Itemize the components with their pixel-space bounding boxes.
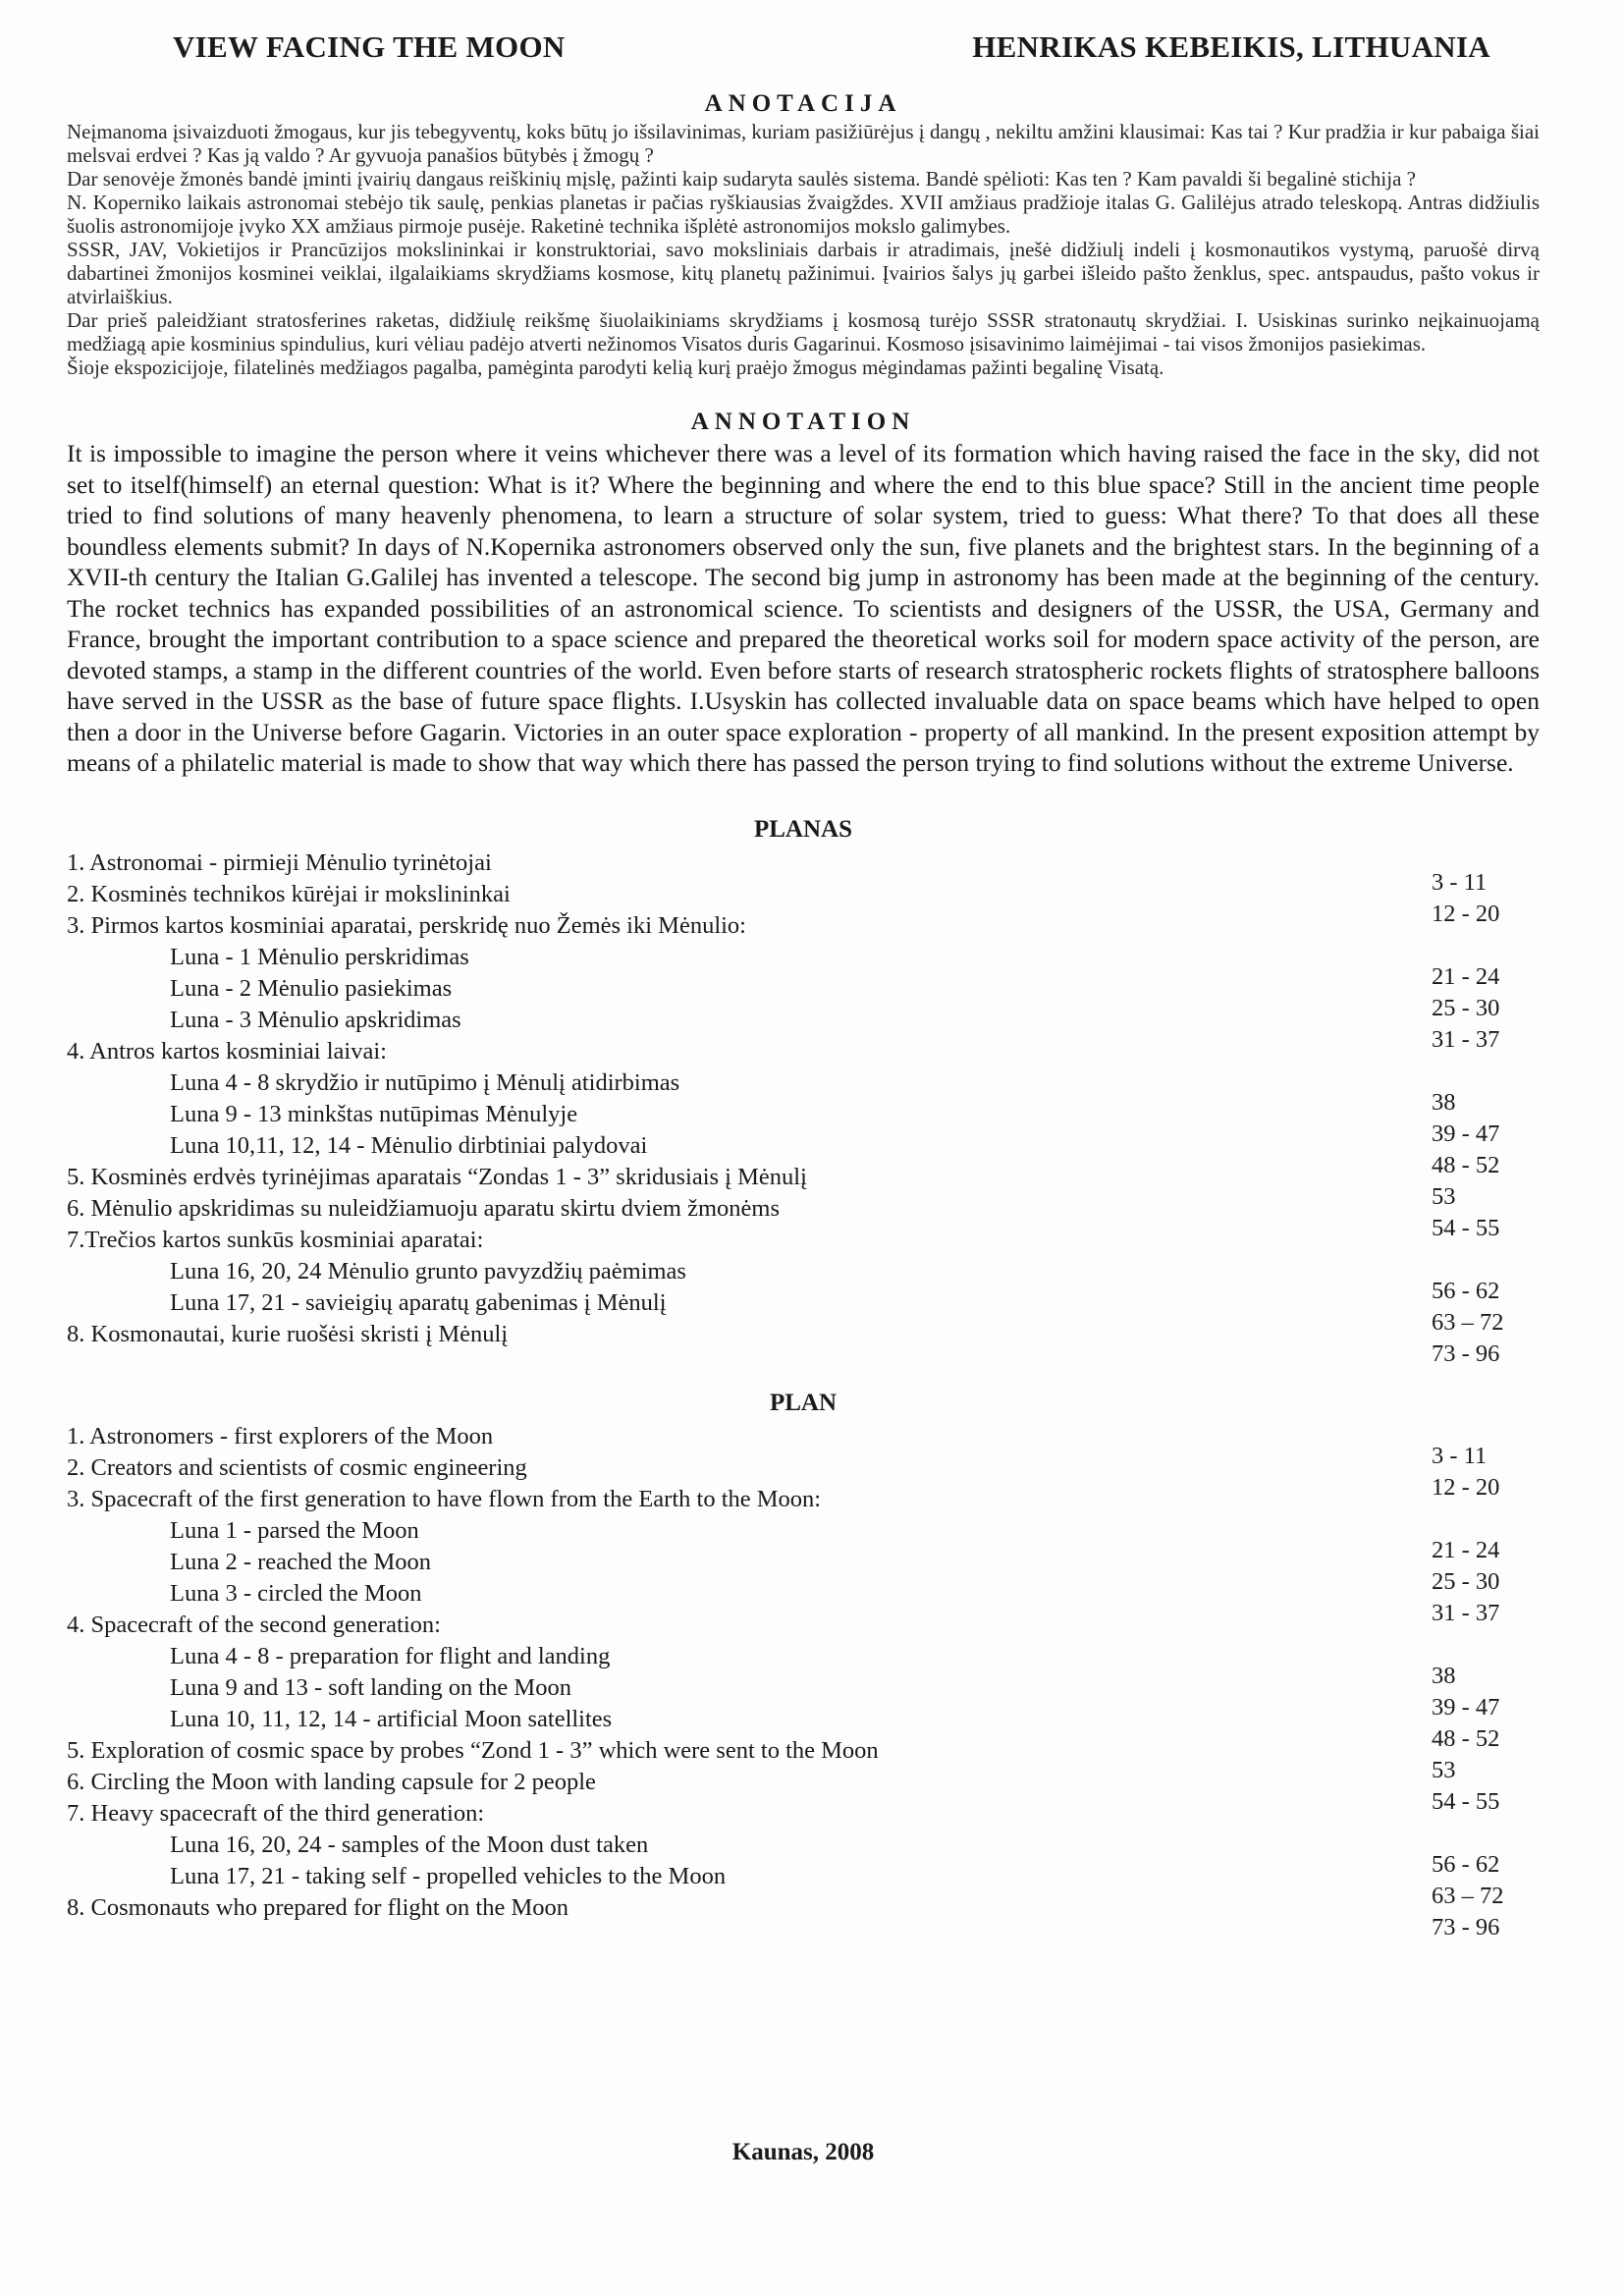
plan-item: 6. Mėnulio apskridimas su nuleidžiamuoju aparatu skirtu dviem žmonėms (67, 1194, 781, 1222)
plan-subitem: Luna 3 - circled the Moon (170, 1579, 422, 1607)
plan-subitem: Luna 1 - parsed the Moon (170, 1516, 419, 1544)
annotation-section (67, 409, 1540, 779)
anotacija-paragraph: N. Koperniko laikais astronomai stebėjo tik saulę, penkias planetas ir pačias ryškiausias žvaigždes. XVII amžiaus pradžioje italas G. Galilėjus atrado teleskopą. Antras didžiulis šuolis astronomijoje įvyko XX amžiaus pirmoje pusėje. Raketinė technika išplėtė astronomijos mokslo galimybes. (67, 191, 1540, 238)
plan-subitem: Luna - 2 Mėnulio pasiekimas (170, 974, 453, 1002)
plan-section (67, 1389, 1540, 1941)
plan-item: 1. Astronomers - first explorers of the Moon (67, 1422, 494, 1449)
plan-subitem: Luna 9 - 13 minkštas nutūpimas Mėnulyje (170, 1100, 578, 1127)
page-range: 39 - 47 (1432, 1693, 1500, 1721)
footer-place-date: Kaunas, 2008 (731, 2139, 875, 2165)
author-name: HENRIKAS KEBEIKIS, LITHUANIA (972, 29, 1490, 64)
page-range: 73 - 96 (1432, 1339, 1500, 1367)
page-range: 63 – 72 (1432, 1882, 1504, 1909)
plan-item: 3. Pirmos kartos kosminiai aparatai, perskridę nuo Žemės iki Mėnulio: (67, 911, 746, 939)
page-range: 21 - 24 (1432, 962, 1500, 990)
page-header (67, 29, 1540, 65)
plan-page-ranges (1432, 1441, 1540, 1943)
plan-table (67, 1421, 1540, 1941)
page-range: 56 - 62 (1432, 1277, 1500, 1304)
planas-page-ranges (1432, 867, 1540, 1370)
page-range: 38 (1432, 1088, 1456, 1116)
page-range: 31 - 37 (1432, 1599, 1500, 1626)
page-range: 25 - 30 (1432, 994, 1500, 1021)
anotacija-paragraph: Šioje ekspozicijoje, filatelinės medžiagos pagalba, pamėginta parodyti kelią kurį praėjo žmogus mėgindamas pažinti begalinę Visatą. (67, 355, 1164, 379)
plan-items (67, 1421, 1373, 1924)
plan-subitem: Luna - 3 Mėnulio apskridimas (170, 1006, 461, 1033)
page-range: 3 - 11 (1432, 868, 1488, 896)
plan-item: 8. Kosmonautai, kurie ruošėsi skristi į Mėnulį (67, 1320, 509, 1347)
plan-subitem: Luna 17, 21 - taking self - propelled vehicles to the Moon (170, 1862, 727, 1889)
plan-item: 6. Circling the Moon with landing capsule for 2 people (67, 1768, 596, 1795)
anotacija-title: ANOTACIJA (704, 90, 902, 117)
plan-subitem: Luna 16, 20, 24 Mėnulio grunto pavyzdžių paėmimas (170, 1257, 686, 1285)
plan-item: 1. Astronomai - pirmieji Mėnulio tyrinėtojai (67, 848, 492, 876)
plan-item: 2. Kosminės technikos kūrėjai ir mokslininkai (67, 880, 511, 907)
page-range: 21 - 24 (1432, 1536, 1500, 1563)
page-range: 54 - 55 (1432, 1214, 1500, 1241)
planas-title: PLANAS (753, 815, 852, 843)
page-range: 63 – 72 (1432, 1308, 1504, 1336)
annotation-title: ANNOTATION (690, 409, 916, 435)
plan-subitem: Luna 2 - reached the Moon (170, 1548, 431, 1575)
page-range: 31 - 37 (1432, 1025, 1500, 1053)
document-title: VIEW FACING THE MOON (173, 29, 566, 64)
anotacija-section (67, 90, 1540, 379)
plan-title: PLAN (769, 1389, 838, 1416)
plan-item: 4. Antros kartos kosminiai laivai: (67, 1037, 387, 1065)
document-page (67, 29, 1540, 2165)
planas-items (67, 847, 1373, 1350)
page-range: 48 - 52 (1432, 1724, 1500, 1752)
plan-item: 3. Spacecraft of the first generation to have flown from the Earth to the Moon: (67, 1485, 822, 1512)
page-range: 25 - 30 (1432, 1567, 1500, 1595)
plan-item: 8. Cosmonauts who prepared for flight on the Moon (67, 1893, 569, 1921)
page-range: 56 - 62 (1432, 1850, 1500, 1878)
anotacija-paragraph: Neįmanoma įsivaizduoti žmogaus, kur jis tebegyventų, koks būtų jo išsilavinimas, kuriam pasižiūrėjus į dangų , nekiltu amžini klausimai: Kas tai ? Kur pradžia ir kur pabaiga šiai melsvai erdvei ? Kas ją valdo ? Ar gyvuoja panašios būtybės į žmogų ? (67, 120, 1540, 167)
plan-subitem: Luna - 1 Mėnulio perskridimas (170, 943, 469, 970)
planas-table (67, 847, 1540, 1367)
plan-item: 4. Spacecraft of the second generation: (67, 1611, 441, 1638)
page-range: 12 - 20 (1432, 1473, 1500, 1501)
page-range: 53 (1432, 1182, 1456, 1210)
plan-subitem: Luna 9 and 13 - soft landing on the Moon (170, 1673, 571, 1701)
plan-subitem: Luna 4 - 8 - preparation for flight and landing (170, 1642, 611, 1669)
plan-item: 7.Trečios kartos sunkūs kosminiai aparatai: (67, 1226, 484, 1253)
plan-item: 5. Exploration of cosmic space by probes “Zond 1 - 3” which were sent to the Moon (67, 1736, 879, 1764)
plan-item: 7. Heavy spacecraft of the third generation: (67, 1799, 485, 1827)
plan-item: 2. Creators and scientists of cosmic engineering (67, 1453, 527, 1481)
planas-section (67, 815, 1540, 1367)
page-range: 54 - 55 (1432, 1787, 1500, 1815)
plan-subitem: Luna 4 - 8 skrydžio ir nutūpimo į Mėnulį atidirbimas (170, 1068, 680, 1096)
anotacija-paragraph: Dar prieš paleidžiant stratosferines raketas, didžiulę reikšmę šiuolaikiniams skrydžiams į kosmosą turėjo SSSR stratonautų skrydžiai. I. Usiskinas surinko neįkainuojamą medžiagą apie kosminius spindulius, kuri vėliau padėjo atverti nežinomos Visatos duris Gagarinui. Kosmoso įsisavinimo laimėjimai - tai visos žmonijos pasiekimas. (67, 308, 1540, 355)
anotacija-paragraph: Dar senovėje žmonės bandė įminti įvairių dangaus reiškinių mįslę, pažinti kaip sudaryta saulės sistema. Bandė spėlioti: Kas ten ? Kam pavaldi ši begalinė stichija ? (67, 167, 1416, 191)
plan-subitem: Luna 16, 20, 24 - samples of the Moon dust taken (170, 1831, 649, 1858)
page-range: 48 - 52 (1432, 1151, 1500, 1178)
page-range: 73 - 96 (1432, 1913, 1500, 1941)
plan-subitem: Luna 10, 11, 12, 14 - artificial Moon satellites (170, 1705, 613, 1732)
plan-item: 5. Kosminės erdvės tyrinėjimas aparatais “Zondas 1 - 3” skridusiais į Mėnulį (67, 1163, 807, 1190)
page-range: 12 - 20 (1432, 900, 1500, 927)
anotacija-paragraph: SSSR, JAV, Vokietijos ir Prancūzijos mokslininkai ir konstruktoriai, savo moksliniais darbais ir atradimais, įnešė didžiulį indeli į kosmonautikos vystymą, paruošė dirvą dabartinei žmonijos kosminei veiklai, ilgalaikiams skrydžiams kosmose, kitų planetų pažinimui. Įvairios šalys jų garbei išleido pašto ženklus, spec. antspaudus, pašto vokus ir atvirlaiškius. (67, 238, 1540, 308)
page-range: 53 (1432, 1756, 1456, 1783)
annotation-text: It is impossible to imagine the person where it veins whichever there was a level of its formation which having raised the face in the sky, did not set to itself(himself) an eternal question: What is it? Where the beginning and where the end to this blue space? Still in the ancient time people tried to find solutions of many heavenly phenomena, to learn a structure of solar system, tried to guess: What there? To that does all these boundless elements submit? In days of N.Kopernika astronomers observed only the sun, five planets and the brightest stars. In the beginning of a XVII-th century the Italian G.Galilej has invented a telescope. The second big jump in astronomy has been made at the beginning of the century. The rocket technics has expanded possibilities of an astronomical science. To scientists and designers of the USSR, the USA, Germany and France, brought the important contribution to a space science and prepared the theoretical works soil for modern space activity of the person, are devoted stamps, a stamp in the different countries of the world. Even before starts of research stratospheric rockets flights of stratosphere balloons have served in the USSR as the base of future space flights. I.Usyskin has collected invaluable data on space beams which have helped to open then a door in the Universe before Gagarin. Victories in an outer space exploration - property of all mankind. In the present exposition attempt by means of a philatelic material is made to show that way which there has passed the person trying to find solutions without the extreme Universe. (67, 439, 1540, 777)
plan-subitem: Luna 10,11, 12, 14 - Mėnulio dirbtiniai palydovai (170, 1131, 648, 1159)
page-range: 38 (1432, 1662, 1456, 1689)
plan-subitem: Luna 17, 21 - savieigių aparatų gabenimas į Mėnulį (170, 1288, 667, 1316)
page-range: 39 - 47 (1432, 1120, 1500, 1147)
page-range: 3 - 11 (1432, 1442, 1488, 1469)
